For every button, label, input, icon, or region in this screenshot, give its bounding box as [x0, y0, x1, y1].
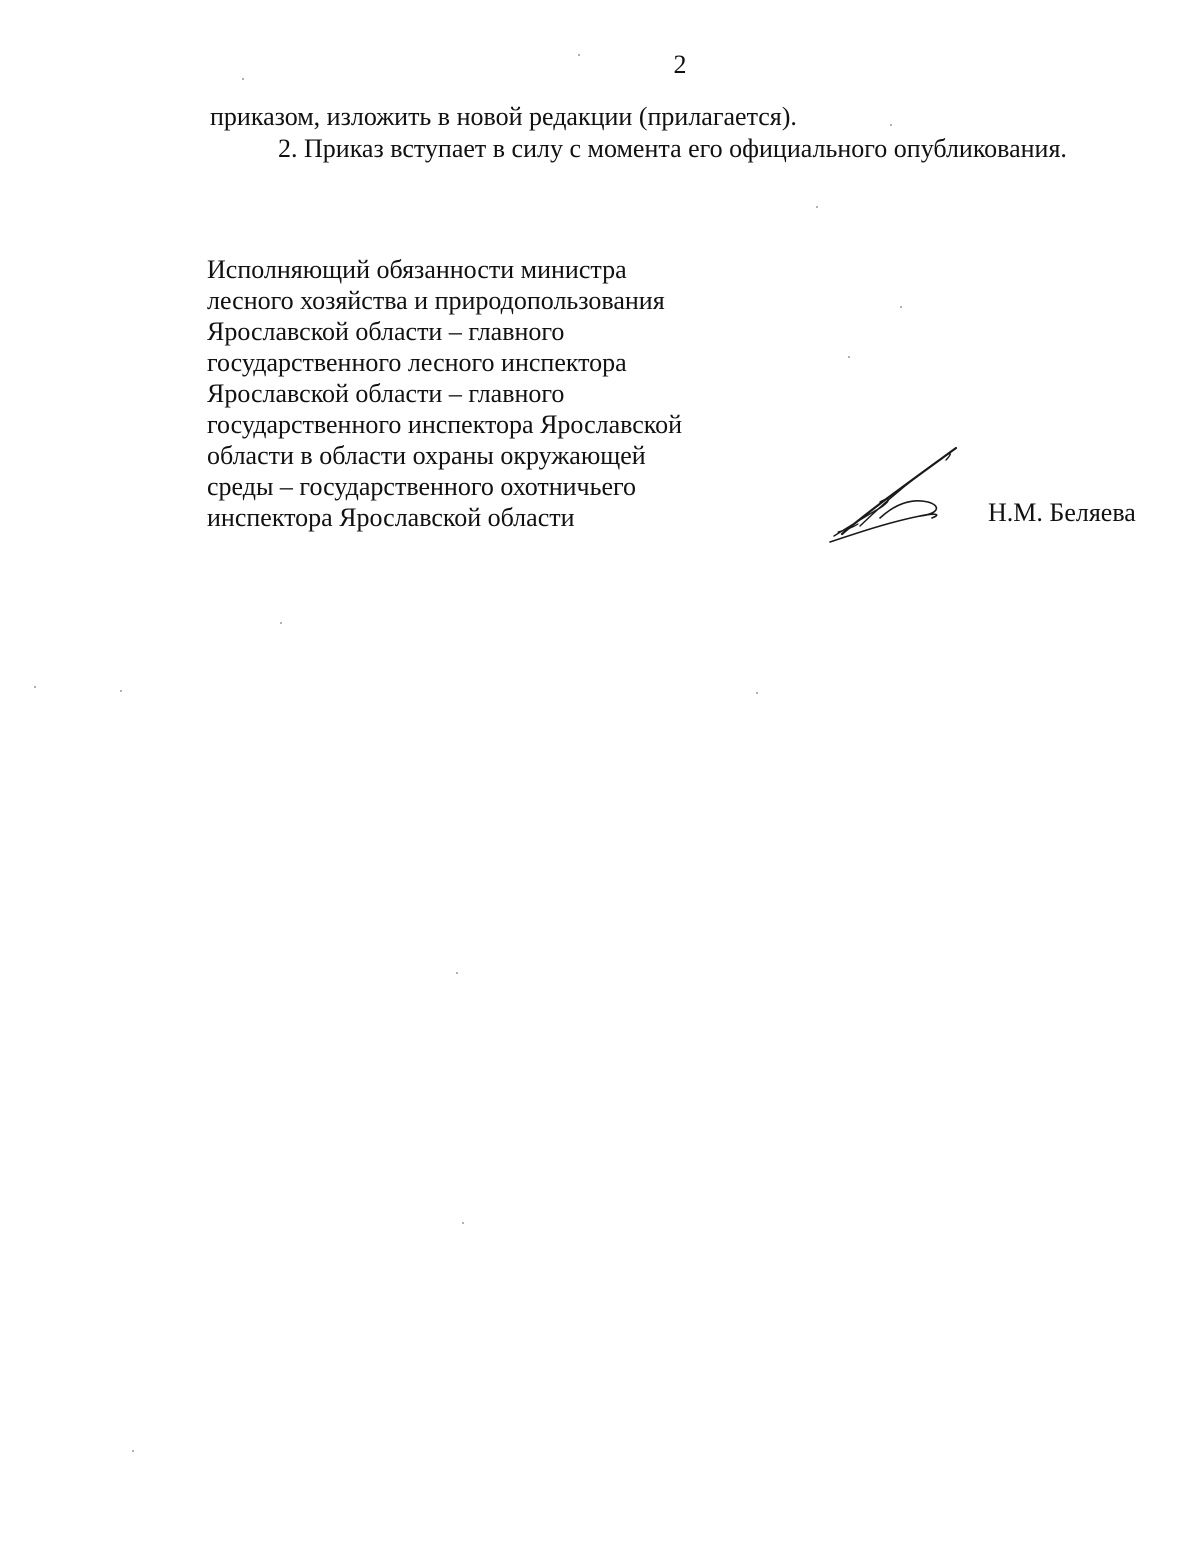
scan-speck — [816, 206, 818, 208]
scan-speck — [900, 306, 902, 308]
signatory-title-line: Ярославской области – главного — [207, 317, 565, 346]
page-number: 2 — [673, 50, 687, 79]
scan-speck — [120, 690, 122, 692]
signatory-title-line: государственного инспектора Ярославской — [207, 410, 683, 439]
scan-speck — [280, 622, 282, 624]
scan-speck — [462, 1222, 464, 1224]
signatory-title-line: области в области охраны окружающей — [207, 441, 646, 470]
signatory-title-line: государственного лесного инспектора — [207, 348, 627, 377]
paragraph-continuation: приказом, изложить в новой редакции (прилагается). — [210, 102, 797, 131]
scan-speck — [890, 124, 892, 126]
scan-speck — [456, 972, 458, 974]
scan-speck — [34, 686, 36, 688]
scan-speck — [848, 356, 850, 358]
signatory-title-line: Ярославской области – главного — [207, 379, 565, 408]
scan-speck — [132, 1450, 134, 1452]
signatory-title — [207, 254, 767, 533]
scan-speck — [242, 78, 244, 80]
signatory-title-line: Исполняющий обязанности министра — [207, 255, 627, 284]
signatory-title-line: среды – государственного охотничьего — [207, 472, 637, 501]
paragraph-item-2: 2. Приказ вступает в силу с момента его официального опубликования. — [278, 134, 1067, 163]
scan-speck — [578, 54, 580, 56]
scan-speck — [756, 692, 758, 694]
signatory-title-line: лесного хозяйства и природопользования — [207, 286, 665, 315]
signatory-title-line: инспектора Ярославской области — [207, 503, 575, 532]
signer-name: Н.М. Беляева — [988, 498, 1136, 527]
handwritten-signature — [820, 440, 970, 550]
